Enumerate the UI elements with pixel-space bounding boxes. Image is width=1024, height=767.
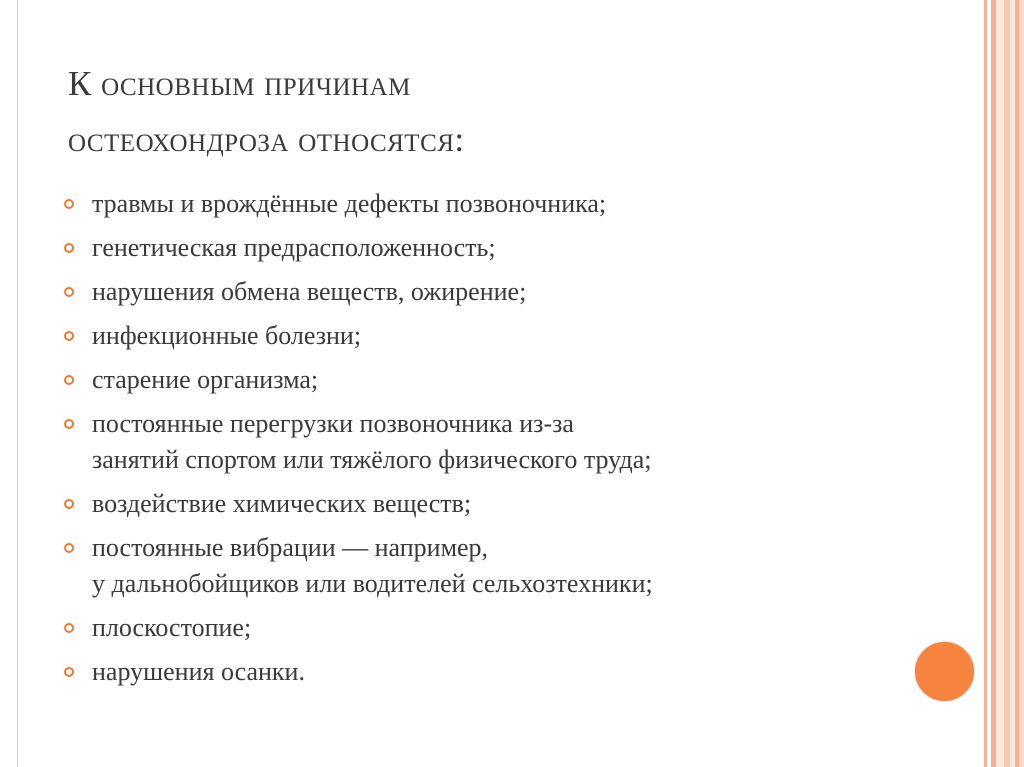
bullet-item (64, 318, 924, 354)
bullet-item (64, 186, 924, 222)
bullet-item (64, 230, 924, 266)
bullet-circle-icon (64, 667, 74, 677)
bullet-text: инфекционные болезни; (92, 321, 362, 350)
bullet-circle-icon (64, 419, 74, 429)
bullet-text: плоскостопие; (92, 613, 252, 642)
bullet-text: нарушения осанки. (92, 657, 305, 686)
bullet-text-line-2: занятий спортом или тяжёлого физического труда; (92, 445, 652, 474)
bullet-item (64, 362, 924, 398)
bullet-text: травмы и врождённые дефекты позвоночника; (92, 189, 607, 218)
slide-title-line-2: остеохондроза относятся: (68, 120, 465, 159)
bullet-text: нарушения обмена веществ, ожирение; (92, 277, 527, 306)
bullet-circle-icon (64, 499, 74, 509)
bullet-item (64, 486, 924, 522)
bullet-item (64, 530, 924, 602)
bullet-text: старение организма; (92, 365, 319, 394)
bullet-item (64, 610, 924, 646)
bullet-text: генетическая предрасположенность; (92, 233, 496, 262)
bullet-circle-icon (64, 199, 74, 209)
bullet-item (64, 406, 924, 478)
bullet-list (64, 186, 924, 698)
bullet-circle-icon (64, 375, 74, 385)
decorative-orange-circle (914, 641, 975, 702)
slide-title-line-1: К основным причинам (68, 64, 411, 103)
bullet-text-line-1: постоянные вибрации — например, (92, 533, 489, 562)
bullet-item (64, 274, 924, 310)
bullet-circle-icon (64, 623, 74, 633)
bullet-text-line-2: у дальнобойщиков или водителей сельхозтехники; (92, 569, 653, 598)
bullet-text-line-1: постоянные перегрузки позвоночника из-за (92, 409, 574, 438)
bullet-item (64, 654, 924, 690)
bullet-text: воздействие химических веществ; (92, 489, 472, 518)
slide-title (68, 56, 928, 168)
bullet-circle-icon (64, 287, 74, 297)
bullet-circle-icon (64, 243, 74, 253)
bullet-circle-icon (64, 331, 74, 341)
right-decorative-stripes (982, 0, 1024, 767)
left-border-line (17, 0, 18, 767)
bullet-circle-icon (64, 543, 74, 553)
